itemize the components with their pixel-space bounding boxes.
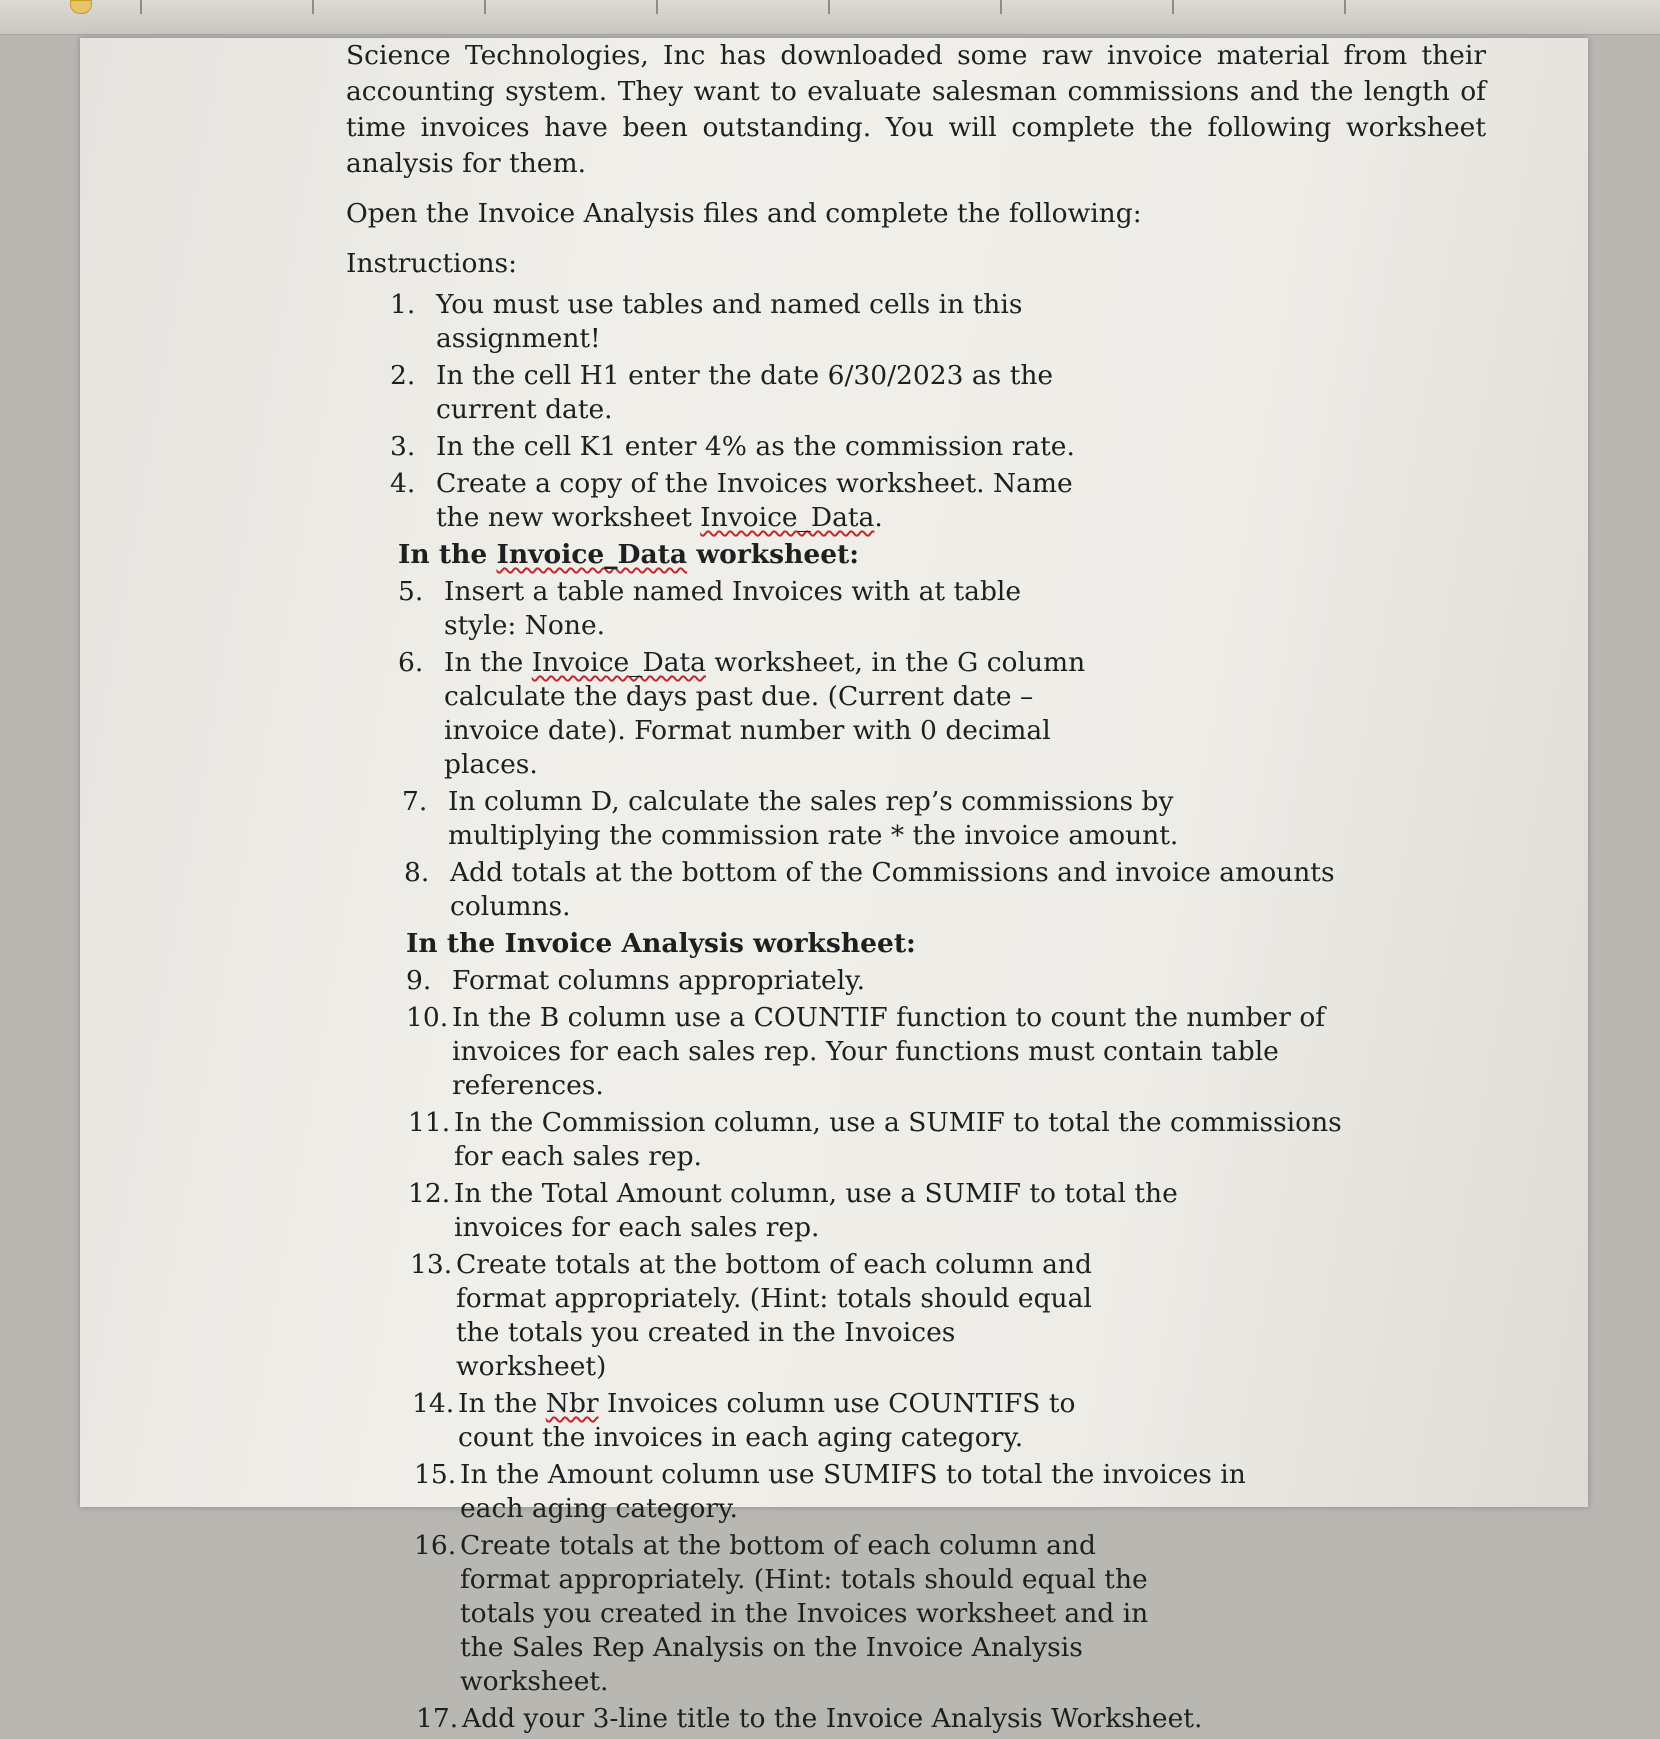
item-number: 5.: [398, 576, 424, 607]
item-text: Create totals at the bottom of each column and format appropriately. (Hint: totals should equal the totals you created in the Invoices worksheet): [456, 1249, 1092, 1382]
item-text: [436, 467, 1090, 535]
item-number: 8.: [404, 857, 430, 888]
list-item: [414, 1529, 1174, 1699]
item-text: Format columns appropriately.: [452, 965, 866, 996]
item-number: 16.: [414, 1530, 457, 1561]
item-number: 14.: [412, 1388, 455, 1419]
item-number: 1.: [390, 289, 416, 320]
document-page[interactable]: [80, 38, 1588, 1734]
item-text: In the Total Amount column, use a SUMIF to total the invoices for each sales rep.: [454, 1178, 1178, 1243]
intro-text: Science Technologies, Inc has downloaded some raw invoice material from their accounting system. They want to evaluate salesman commissions and the length of time invoices have been outstanding. You will complete the following worksheet analysis for them.: [346, 40, 1486, 179]
spelling-flag[interactable]: Nbr: [545, 1388, 599, 1419]
open-line: Open the Invoice Analysis files and complete the following:: [346, 198, 1142, 229]
heading-post: worksheet:: [687, 539, 860, 570]
ruler-tick: [140, 0, 142, 14]
list-item: [410, 1248, 1110, 1384]
ruler-strip: [0, 0, 1660, 35]
list-item: [408, 1106, 1368, 1174]
list-item: [406, 964, 1366, 998]
item-number: 6.: [398, 647, 424, 678]
item-text: Add your 3-line title to the Invoice Analysis Worksheet.: [462, 1703, 1203, 1734]
item-number: 11.: [408, 1107, 451, 1138]
item-number: 10.: [406, 1002, 449, 1033]
heading-pre: In the: [398, 539, 497, 570]
item-text: In the B column use a COUNTIF function to count the number of invoices for each sales rep. Your functions must contain table references.: [452, 1002, 1326, 1101]
item-text: In the Amount column use SUMIFS to total the invoices in each aging category.: [460, 1459, 1246, 1524]
item-text: In the cell H1 enter the date 6/30/2023 as the current date.: [436, 360, 1054, 425]
item-number: 4.: [390, 468, 416, 499]
section-heading-invoice-data: [398, 538, 1486, 572]
list-item: [390, 359, 1090, 427]
item-text-post: Invoices column use COUNTIFS to count the invoices in each aging category.: [458, 1388, 1076, 1453]
ruler-tick: [1172, 0, 1174, 14]
ruler-tick: [1344, 0, 1346, 14]
spelling-flag[interactable]: Invoice_Data: [531, 647, 706, 678]
item-number: 3.: [390, 431, 416, 462]
item-number: 15.: [414, 1459, 457, 1490]
item-number: 2.: [390, 360, 416, 391]
ruler-tick: [312, 0, 314, 14]
item-text-pre: In the: [458, 1388, 546, 1419]
ruler-tick: [828, 0, 830, 14]
item-text-pre: In the: [444, 647, 532, 678]
item-text: Insert a table named Invoices with at table style: None.: [444, 576, 1022, 641]
list-item: [414, 1458, 1294, 1526]
list-item: [402, 785, 1282, 853]
item-number: 7.: [402, 786, 428, 817]
list-item: [416, 1702, 1376, 1736]
list-item: [398, 575, 1098, 643]
item-text: In the cell K1 enter 4% as the commission rate.: [436, 431, 1075, 462]
ruler-tick: [484, 0, 486, 14]
item-text: Add totals at the bottom of the Commissions and invoice amounts columns.: [450, 857, 1335, 922]
ruler-tick: [656, 0, 658, 14]
item-number: 9.: [406, 965, 432, 996]
list-item: [412, 1387, 1112, 1455]
instructions-label: Instructions:: [346, 248, 518, 279]
item-text: [458, 1387, 1112, 1455]
item-text-post: worksheet, in the G column calculate the days past due. (Current date – invoice date). Format number with 0 decimal places.: [444, 647, 1086, 780]
item-text: [444, 646, 1098, 782]
item-text: You must use tables and named cells in this assignment!: [436, 289, 1023, 354]
list-item: [408, 1177, 1288, 1245]
list-item: [390, 430, 1090, 464]
list-item: [406, 1001, 1366, 1103]
item-text-post: .: [874, 502, 883, 533]
item-text: In column D, calculate the sales rep’s commissions by multiplying the commission rate * the invoice amount.: [448, 786, 1179, 851]
item-text-pre: Create a copy of the Invoices worksheet. Name the new worksheet: [436, 468, 1073, 533]
spelling-flag[interactable]: Invoice_Data: [496, 539, 688, 570]
list-item: [398, 646, 1098, 782]
section-heading-invoice-analysis: In the Invoice Analysis worksheet:: [406, 928, 916, 959]
document-body[interactable]: [346, 38, 1486, 1739]
item-number: 12.: [408, 1178, 451, 1209]
instructions-list: [390, 288, 1486, 1736]
indent-marker-icon[interactable]: [70, 0, 92, 14]
item-text: Create totals at the bottom of each column and format appropriately. (Hint: totals should equal the totals you created in the Invoices worksheet and in the Sales Rep Analysis on the Invoice Analysis worksheet.: [460, 1530, 1149, 1697]
item-text: In the Commission column, use a SUMIF to total the commissions for each sales rep.: [454, 1107, 1342, 1172]
item-number: 13.: [410, 1249, 453, 1280]
ruler-tick: [1000, 0, 1002, 14]
list-item: [390, 288, 1090, 356]
spelling-flag[interactable]: Invoice_Data: [700, 502, 875, 533]
intro-paragraph: [346, 38, 1486, 182]
list-item: [390, 467, 1090, 535]
list-item: [404, 856, 1404, 924]
item-number: 17.: [416, 1703, 459, 1734]
